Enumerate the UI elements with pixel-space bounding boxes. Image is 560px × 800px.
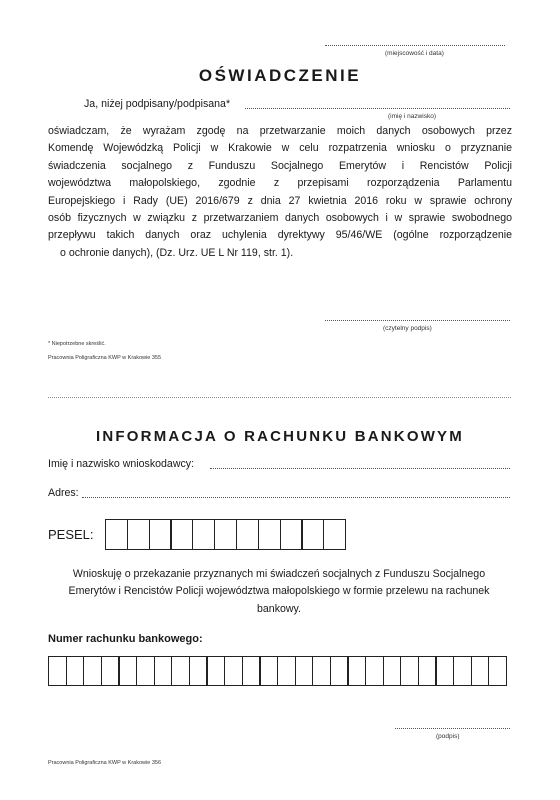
account-digit-box[interactable] (136, 656, 155, 686)
pesel-digit-box[interactable] (236, 519, 259, 550)
pesel-input[interactable] (105, 519, 345, 550)
pesel-digit-box[interactable] (301, 519, 324, 550)
request-line: Wnioskuję o przekazanie przyznanych mi świadczeń socjalnych z Funduszu Socjalnego (72, 568, 486, 580)
account-digit-box[interactable] (435, 656, 454, 686)
account-digit-box[interactable] (383, 656, 402, 686)
declaration-line: oświadczam, że wyrażam zgodę na przetwarzanie moich danych osobowych przez (48, 125, 512, 137)
declaration-line: Komendę Wojewódzką Policji w Krakowie w celu rozpatrzenia wniosku o przyznanie (48, 142, 512, 155)
declaration-line: województwa małopolskiego, zgodnie z przepisami rozporządzenia Parlamentu (48, 177, 512, 190)
place-date-caption: (miejscowość i data) (385, 50, 444, 57)
pesel-digit-box[interactable] (258, 519, 281, 550)
applicant-signature-line[interactable] (395, 728, 510, 729)
account-digit-box[interactable] (154, 656, 173, 686)
account-digit-box[interactable] (488, 656, 507, 686)
request-line: bankowy. (257, 602, 301, 615)
account-digit-box[interactable] (418, 656, 437, 686)
bank-info-title: INFORMACJA O RACHUNKU BANKOWYM (96, 428, 464, 445)
account-digit-box[interactable] (400, 656, 419, 686)
account-digit-box[interactable] (224, 656, 243, 686)
account-number-input[interactable] (48, 656, 506, 686)
pesel-digit-box[interactable] (323, 519, 346, 550)
account-digit-box[interactable] (206, 656, 225, 686)
place-date-line[interactable] (325, 45, 505, 46)
printer-note-355: Pracownia Poligraficzna KWP w Krakowie 355 (48, 355, 162, 361)
pesel-digit-box[interactable] (170, 519, 193, 550)
request-line: Emerytów i Rencistów Policji województwa małopolskiego w formie przelewu na rachunek (68, 585, 490, 598)
declaration-line: osób fizycznych w związku z przetwarzaniem danych osobowych i w sprawie swobodnego (48, 212, 512, 225)
pesel-digit-box[interactable] (214, 519, 237, 550)
applicant-name-field[interactable] (210, 468, 510, 469)
pesel-digit-box[interactable] (105, 519, 128, 550)
account-digit-box[interactable] (259, 656, 278, 686)
account-digit-box[interactable] (312, 656, 331, 686)
signer-name-line[interactable] (245, 108, 510, 109)
separator-line (48, 397, 511, 398)
account-digit-box[interactable] (277, 656, 296, 686)
account-digit-box[interactable] (171, 656, 190, 686)
account-digit-box[interactable] (330, 656, 349, 686)
applicant-signature-caption: (podpis) (436, 733, 460, 740)
signer-label: Ja, niżej podpisany/podpisana* (84, 98, 231, 110)
account-digit-box[interactable] (189, 656, 208, 686)
account-digit-box[interactable] (242, 656, 261, 686)
account-digit-box[interactable] (66, 656, 85, 686)
signer-name-caption: (imię i nazwisko) (388, 113, 437, 120)
pesel-label: PESEL: (48, 527, 94, 542)
applicant-name-label: Imię i nazwisko wnioskodawcy: (48, 458, 195, 470)
account-digit-box[interactable] (471, 656, 490, 686)
declaration-line: o ochronie danych), (Dz. Urz. UE L Nr 119, str. 1). (60, 246, 294, 259)
address-label: Adres: (48, 487, 79, 499)
printer-note-356: Pracownia Poligraficzna KWP w Krakowie 356 (48, 760, 162, 766)
account-digit-box[interactable] (453, 656, 472, 686)
pesel-digit-box[interactable] (192, 519, 215, 550)
declaration-line: Europejskiego i Rady (UE) 2016/679 z dnia 27 kwietnia 2016 roku w sprawie ochrony (48, 194, 512, 207)
pesel-digit-box[interactable] (149, 519, 172, 550)
pesel-digit-box[interactable] (127, 519, 150, 550)
declaration-line: przepływu takich danych oraz uchylenia dyrektywy 95/46/WE (ogólne rozporządzenie (48, 229, 512, 242)
account-digit-box[interactable] (118, 656, 137, 686)
declaration-line: świadczenia socjalnego z Funduszu Socjalnego Emerytów i Rencistów Policji (48, 159, 512, 172)
declaration-title: OŚWIADCZENIE (198, 66, 362, 85)
declaration-signature-line[interactable] (325, 320, 510, 321)
account-digit-box[interactable] (101, 656, 120, 686)
account-digit-box[interactable] (48, 656, 67, 686)
footnote: * Niepotrzebne skreślić. (48, 341, 106, 347)
account-digit-box[interactable] (83, 656, 102, 686)
declaration-body (48, 123, 512, 262)
account-digit-box[interactable] (295, 656, 314, 686)
address-field[interactable] (82, 497, 510, 498)
pesel-digit-box[interactable] (280, 519, 303, 550)
account-number-label: Numer rachunku bankowego: (48, 633, 203, 645)
request-text (48, 566, 510, 618)
account-digit-box[interactable] (365, 656, 384, 686)
account-digit-box[interactable] (347, 656, 366, 686)
declaration-signature-caption: (czytelny podpis) (383, 325, 432, 332)
